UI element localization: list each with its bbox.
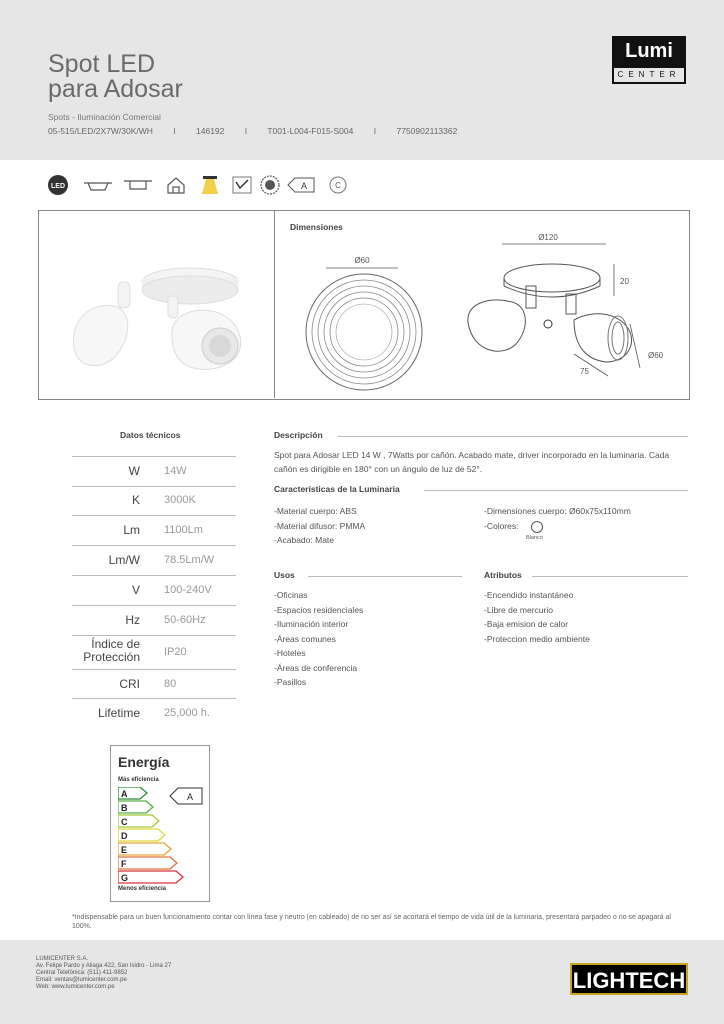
ceiling-light-icon bbox=[198, 174, 222, 196]
list-item: -Proteccion medio ambiente bbox=[484, 633, 590, 644]
spec-label: Índice de Protección bbox=[83, 637, 140, 664]
list-item: -Oficinas bbox=[274, 590, 308, 600]
icc-icon bbox=[258, 174, 282, 196]
company-info bbox=[36, 956, 171, 991]
spec-label: W bbox=[128, 464, 140, 478]
uses-title: Usos bbox=[274, 570, 295, 580]
dimensions-drawing bbox=[282, 228, 682, 394]
description-text: Spot para Adosar LED 14 W , 7Watts por cañón. Acabado mate, driver incorporado en la luminaria. Cada cañón es dirigible en 180° con un ángulo de luz de 52°. bbox=[274, 450, 670, 474]
svg-text:G: G bbox=[121, 873, 129, 883]
spec-row bbox=[72, 699, 236, 728]
spec-row bbox=[72, 576, 236, 606]
energy-class-a bbox=[118, 787, 147, 799]
svg-text:E: E bbox=[121, 845, 128, 855]
dimensions-title: Dimensiones bbox=[290, 222, 343, 232]
less-efficiency-label: Menos eficiencia bbox=[118, 886, 167, 892]
product-id: 146192 bbox=[196, 126, 225, 136]
list-item: -Material difusor: PMMA bbox=[274, 520, 366, 531]
svg-text:B: B bbox=[121, 803, 128, 813]
lumicenter-logo: Lumi CENTER bbox=[612, 36, 686, 86]
spec-row bbox=[72, 546, 236, 576]
list-item: -Encendido instantáneo bbox=[484, 590, 574, 600]
height-label: 20 bbox=[620, 277, 629, 286]
spec-row bbox=[72, 516, 236, 546]
footnote: *Indispensable para un buen funcionamiento contar con línea fase y neutro (en cableado) de no ser así se acortará el tiempo de vida útil de la luminaria, presentará parpadeo o no se apagará al 100%. bbox=[72, 914, 671, 930]
spec-label: CRI bbox=[119, 677, 140, 691]
list-item: -Áreas comunes bbox=[274, 633, 336, 644]
svg-text:C: C bbox=[121, 817, 128, 827]
spec-value: IP20 bbox=[164, 646, 187, 658]
svg-text:F: F bbox=[121, 859, 127, 869]
separator: I bbox=[244, 126, 248, 136]
spec-value: 50-60Hz bbox=[164, 614, 206, 626]
energy-rating-arrow bbox=[168, 786, 204, 806]
energy-class-e bbox=[118, 843, 171, 855]
description-title: Descripción bbox=[274, 430, 323, 440]
spec-label: V bbox=[131, 583, 140, 597]
energy-class-f bbox=[118, 857, 177, 869]
divider bbox=[308, 576, 462, 577]
spec-row bbox=[72, 670, 236, 699]
lightech-logo: LIGHTECH bbox=[570, 963, 688, 995]
energy-class-g bbox=[118, 871, 183, 883]
svg-text:D: D bbox=[121, 831, 128, 841]
svg-text:A: A bbox=[121, 789, 128, 799]
energy-title: Energía bbox=[118, 754, 170, 770]
list-item: -Material cuerpo: ABS bbox=[274, 506, 357, 516]
list-item: -Colores: bbox=[484, 520, 519, 531]
list-item: -Iluminación interior bbox=[274, 619, 349, 629]
divider bbox=[532, 576, 688, 577]
list-item: -Pasillos bbox=[274, 677, 307, 687]
svg-text:A: A bbox=[186, 792, 194, 802]
divider bbox=[274, 210, 275, 398]
features-list-right bbox=[484, 504, 631, 533]
spec-row bbox=[72, 606, 236, 636]
spec-label: Hz bbox=[125, 613, 140, 627]
head-diameter-label: Ø60 bbox=[648, 351, 664, 360]
list-item: -Libre de mercurio bbox=[484, 604, 553, 615]
front-diameter-label: Ø60 bbox=[354, 256, 370, 265]
spec-row bbox=[72, 456, 236, 487]
divider bbox=[338, 436, 688, 437]
company-phone: Central Telefónica: (511) 411-9852 bbox=[36, 970, 128, 976]
divider bbox=[424, 490, 688, 491]
spec-label: Lm/W bbox=[108, 553, 140, 567]
spec-value: 1100Lm bbox=[164, 524, 203, 536]
tech-data-title: Datos técnicos bbox=[120, 430, 181, 440]
color-swatch-white bbox=[530, 520, 544, 534]
separator: I bbox=[373, 126, 377, 136]
spec-value: 100-240V bbox=[164, 584, 212, 596]
width-diameter-label: Ø120 bbox=[538, 233, 558, 242]
catalog-code: T001-L004-F015-S004 bbox=[267, 126, 354, 136]
energy-class-b bbox=[118, 801, 153, 813]
list-item: -Baja emision de calor bbox=[484, 619, 569, 629]
spec-value: 25,000 h. bbox=[164, 707, 210, 719]
list-item: -Hoteles bbox=[274, 648, 306, 658]
spec-row bbox=[72, 486, 236, 516]
company-address: Av. Felipe Pardo y Aliaga 422, San Isidro - Lima 27 bbox=[36, 963, 172, 969]
barcode-number: 7750902113362 bbox=[396, 126, 458, 136]
separator: I bbox=[173, 126, 176, 136]
energy-class-c bbox=[118, 815, 159, 827]
spec-label: Lm bbox=[123, 523, 140, 537]
subtitle: Spots - Iluminación Comercial bbox=[48, 112, 161, 122]
spec-value: 80 bbox=[164, 678, 177, 690]
company-email[interactable]: Email: ventas@lumicenter.com.pe bbox=[36, 977, 127, 983]
features-list bbox=[274, 504, 365, 548]
page-title: Spot LED para Adosar bbox=[48, 50, 183, 103]
list-item: -Acabado: Mate bbox=[274, 535, 335, 545]
list-item: -Áreas de conferencia bbox=[274, 662, 358, 673]
energy-class-icon bbox=[286, 174, 318, 196]
product-codes bbox=[48, 126, 475, 136]
attributes-title: Atributos bbox=[484, 570, 522, 580]
product-photo bbox=[60, 240, 260, 390]
led-icon bbox=[46, 174, 70, 196]
uses-list bbox=[274, 588, 363, 690]
spec-value: 3000K bbox=[164, 494, 196, 506]
recessed-icon bbox=[82, 174, 114, 196]
spec-value: 78.5Lm/W bbox=[164, 554, 215, 566]
certification-icon bbox=[230, 174, 254, 196]
more-efficiency-label: Más eficiencia bbox=[118, 777, 159, 783]
list-item: -Espacios residenciales bbox=[274, 604, 364, 615]
spec-label: Lifetime bbox=[97, 706, 140, 720]
company-name: LUMICENTER S.A. bbox=[36, 956, 89, 962]
svg-text:A: A bbox=[300, 181, 308, 191]
length-label: 75 bbox=[580, 367, 589, 376]
spec-label: K bbox=[131, 493, 140, 507]
features-title: Características de la Luminaria bbox=[274, 484, 400, 494]
svg-text:LED: LED bbox=[51, 183, 65, 190]
model-code: 05-515/LED/2X7W/30K/WH bbox=[48, 126, 153, 136]
indoor-icon bbox=[164, 174, 188, 196]
list-item: -Dimensiones cuerpo: Ø60x75x110mm bbox=[484, 506, 631, 516]
rating-icon bbox=[326, 174, 350, 196]
color-name: Blanco bbox=[526, 535, 543, 541]
energy-class-d bbox=[118, 829, 165, 841]
spec-value: 14W bbox=[164, 465, 187, 477]
spec-row bbox=[72, 636, 236, 670]
attributes-list bbox=[484, 588, 590, 646]
svg-text:C: C bbox=[335, 181, 341, 190]
company-web[interactable]: Web: www.lumicenter.com.pe bbox=[36, 984, 115, 990]
surface-icon bbox=[122, 174, 154, 196]
